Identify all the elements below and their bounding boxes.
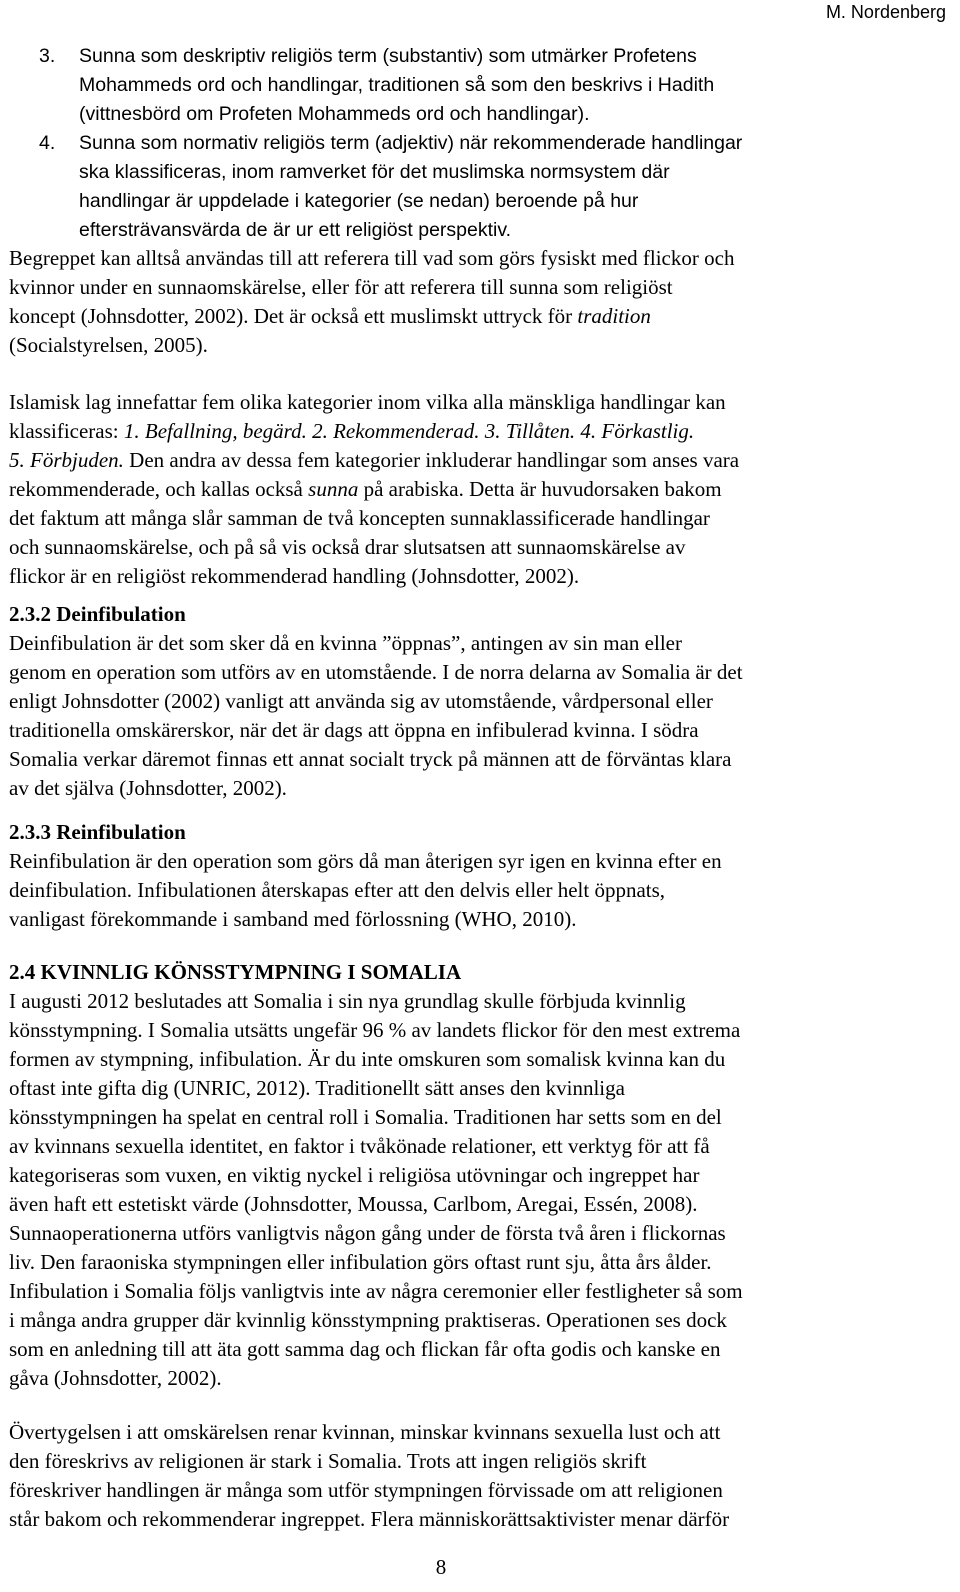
text-line: den föreskrivs av religionen är stark i Somalia. Trots att ingen religiös skrift xyxy=(9,1449,647,1473)
text-line: gåva (Johnsdotter, 2002). xyxy=(9,1366,222,1390)
text-line: liv. Den faraoniska stympningen eller infibulation görs oftast runt sju, åtta års ålder. xyxy=(9,1250,712,1274)
text-line xyxy=(9,417,899,446)
text-line: oftast inte gifta dig (UNRIC, 2012). Traditionellt sätt anses den kvinnliga xyxy=(9,1076,625,1100)
text-run: klassificeras: xyxy=(9,419,124,443)
text-line xyxy=(9,302,899,331)
text-line: deinfibulation. Infibulationen återskapas efter att den delvis eller helt öppnats, xyxy=(9,878,666,902)
text-line: Begreppet kan alltså användas till att referera till vad som görs fysiskt med flickor och xyxy=(9,246,735,270)
list-number: 3. xyxy=(39,45,56,67)
paragraph-islamisk-lag xyxy=(9,388,899,591)
italic-categories: 5. Förbjuden. xyxy=(9,448,124,472)
section-heading: 2.3.3 Reinfibulation xyxy=(9,820,186,844)
text-line: Somalia verkar däremot finnas ett annat socialt tryck på männen att de förväntas klara xyxy=(9,747,732,771)
text-line: genom en operation som utförs av en utomstående. I de norra delarna av Somalia är det xyxy=(9,660,743,684)
text-line: flickor är en religiöst rekommenderad handling (Johnsdotter, 2002). xyxy=(9,564,580,588)
numbered-list xyxy=(9,42,889,245)
text-line: Mohammeds ord och handlingar, traditionen så som den beskrivs i Hadith xyxy=(79,74,715,96)
section-somalia xyxy=(9,958,899,1393)
text-line: formen av stympning, infibulation. Är du inte omskuren som somalisk kvinna kan du xyxy=(9,1047,726,1071)
text-line: (vittnesbörd om Profeten Mohammeds ord och handlingar). xyxy=(79,103,590,125)
text-line: även haft ett estetiskt värde (Johnsdotter, Moussa, Carlbom, Aregai, Essén, 2008). xyxy=(9,1192,698,1216)
text-line: traditionella omskärerskor, när det är dags att öppna en infibulerad kvinna. I södra xyxy=(9,718,699,742)
page-number: 8 xyxy=(435,1555,447,1579)
text-line: som en anledning till att äta gott samma dag och flickan får ofta godis och kanske en xyxy=(9,1337,721,1361)
text-run: rekommenderade, och kallas också xyxy=(9,477,309,501)
text-run: på arabiska. Detta är huvudorsaken bakom xyxy=(358,477,722,501)
text-line: i många andra grupper där kvinnlig könsstympning praktiseras. Operationen ses dock xyxy=(9,1308,727,1332)
list-number: 4. xyxy=(39,132,56,154)
text-line: handlingar är uppdelade i kategorier (se nedan) beroende på hur xyxy=(79,190,639,212)
section-reinfibulation xyxy=(9,818,899,934)
text-line: Reinfibulation är den operation som görs då man återigen syr igen en kvinna efter en xyxy=(9,849,722,873)
text-line: ska klassificeras, inom ramverket för det muslimska normsystem där xyxy=(79,161,670,183)
text-line: vanligast förekommande i samband med förlossning (WHO, 2010). xyxy=(9,907,577,931)
italic-term: tradition xyxy=(577,304,651,328)
text-line: Övertygelsen i att omskärelsen renar kvinnan, minskar kvinnans sexuella lust och att xyxy=(9,1420,721,1444)
text-line: eftersträvansvärda de är ur ett religiöst perspektiv. xyxy=(79,219,512,241)
text-line: kvinnor under en sunnaomskärelse, eller för att referera till sunna som religiöst xyxy=(9,275,673,299)
text-run: Den andra av dessa fem kategorier inkluderar handlingar som anses vara xyxy=(123,448,740,472)
text-line xyxy=(9,446,899,475)
text-line: könsstympningen ha spelat en central roll i Somalia. Traditionen har setts som en del xyxy=(9,1105,722,1129)
text-line: Sunnaoperationerna utförs vanligtvis någon gång under de första två åren i flickornas xyxy=(9,1221,726,1245)
text-line: föreskriver handlingen är många som utför stympningen förvissade om att religionen xyxy=(9,1478,723,1502)
list-item-text xyxy=(67,129,742,245)
italic-term: sunna xyxy=(308,477,359,501)
text-line: I augusti 2012 beslutades att Somalia i sin nya grundlag skulle förbjuda kvinnlig xyxy=(9,989,686,1013)
text-line: står bakom och rekommenderar ingreppet. Flera människorättsaktivister menar därför xyxy=(9,1507,730,1531)
text-line: enligt Johnsdotter (2002) vanligt att använda sig av utomstående, vårdpersonal eller xyxy=(9,689,713,713)
section-deinfibulation xyxy=(9,600,899,803)
running-header-author: M. Nordenberg xyxy=(825,2,946,22)
text-line: Infibulation i Somalia följs vanligtvis inte av några ceremonier eller festligheter så som xyxy=(9,1279,743,1303)
text-line: Deinfibulation är det som sker då en kvinna ”öppnas”, antingen av sin man eller xyxy=(9,631,682,655)
text-line: Sunna som deskriptiv religiös term (substantiv) som utmärker Profetens xyxy=(79,45,697,67)
text-line: Sunna som normativ religiös term (adjektiv) när rekommenderade handlingar xyxy=(79,132,743,154)
italic-categories: 1. Befallning, begärd. 2. Rekommenderad. 3. Tillåten. 4. Förkastlig. xyxy=(123,419,695,443)
section-heading: 2.3.2 Deinfibulation xyxy=(9,602,186,626)
text-line: av det själva (Johnsdotter, 2002). xyxy=(9,776,287,800)
paragraph-overtygelsen xyxy=(9,1418,899,1534)
list-item-3 xyxy=(9,42,889,129)
text-line: kategoriseras som vuxen, en viktig nyckel i religiösa utövningar och ingreppet har xyxy=(9,1163,700,1187)
text-line: av kvinnans sexuella identitet, en faktor i tvåkönade relationer, ett verktyg för att få xyxy=(9,1134,710,1158)
text-run: koncept (Johnsdotter, 2002). Det är också ett muslimskt uttryck för xyxy=(9,304,578,328)
text-line: och sunnaomskärelse, och på så vis också drar slutsatsen att sunnaomskärelse av xyxy=(9,535,686,559)
text-line: Islamisk lag innefattar fem olika kategorier inom vilka alla mänskliga handlingar kan xyxy=(9,390,726,414)
section-heading: 2.4 KVINNLIG KÖNSSTYMPNING I SOMALIA xyxy=(9,960,462,984)
list-item-text xyxy=(67,42,714,129)
text-line xyxy=(9,475,899,504)
text-line: det faktum att många slår samman de två koncepten sunnaklassificerade handlingar xyxy=(9,506,710,530)
text-line: (Socialstyrelsen, 2005). xyxy=(9,333,208,357)
list-item-4 xyxy=(9,129,889,245)
text-line: könsstympning. I Somalia utsätts ungefär 96 % av landets flickor för den mest extrema xyxy=(9,1018,741,1042)
paragraph-begreppet xyxy=(9,244,899,360)
